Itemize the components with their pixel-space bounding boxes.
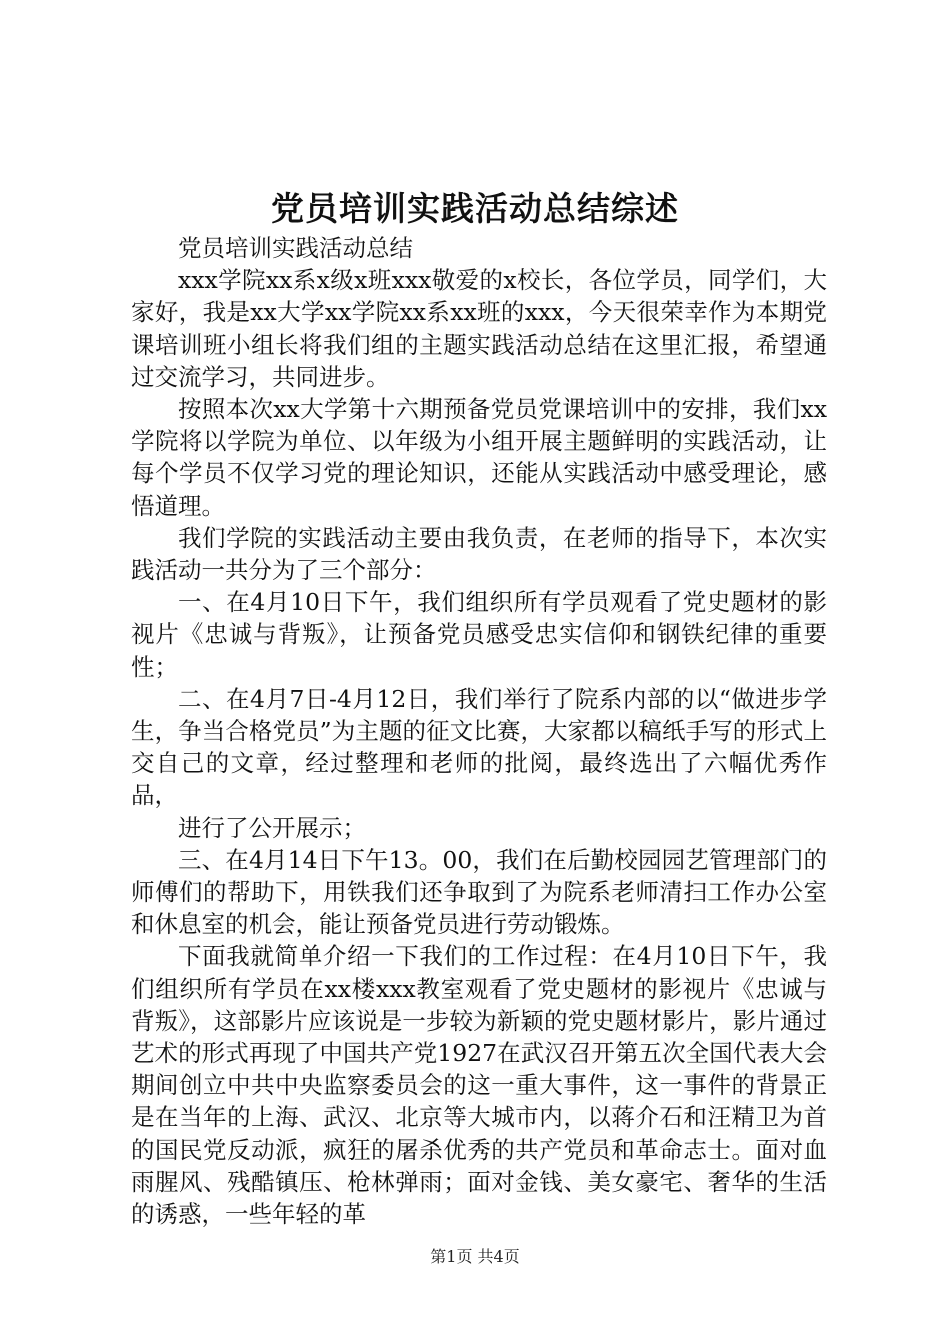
page-number: 第1页 共4页	[430, 1247, 520, 1266]
document-body	[131, 232, 827, 1230]
page-footer	[0, 1245, 950, 1269]
paragraph-subtitle: 党员培训实践活动总结	[178, 234, 413, 262]
paragraph: 二、在4月7日-4月12日，我们举行了院系内部的以“做进步学生，争当合格党员”为主题的征文比赛，大家都以稿纸手写的形式上交自己的文章，经过整理和老师的批阅，最终选出了六幅优秀作品，	[131, 684, 827, 810]
paragraph: 三、在4月14日下午13。00，我们在后勤校园园艺管理部门的师傅们的帮助下，用铁我们还争取到了为院系老师清扫工作办公室和休息室的机会，能让预备党员进行劳动锻炼。	[131, 845, 827, 939]
paragraph: 按照本次xx大学第十六期预备党员党课培训中的安排，我们xx学院将以学院为单位、以年级为小组开展主题鲜明的实践活动，让每个学员不仅学习党的理论知识，还能从实践活动中感受理论，感悟道理。	[131, 395, 827, 520]
paragraph: 下面我就简单介绍一下我们的工作过程：在4月10日下午，我们组织所有学员在xx楼xxx教室观看了党史题材的影视片《忠诚与背叛》，这部影片应该说是一步较为新颖的党史题材影片，影片通过艺术的形式再现了中国共产党1927在武汉召开第五次全国代表大会期间创立中共中央监察委员会的这一重大事件，这一事件的背景正是在当年的上海、武汉、北京等大城市内，以蒋介石和汪精卫为首的国民党反动派，疯狂的屠杀优秀的共产党员和革命志士。面对血雨腥风、残酷镇压、枪林弹雨；面对金钱、美女豪宅、奢华的生活的诱惑，一些年轻的革	[131, 942, 827, 1229]
document-title: 党员培训实践活动总结综述	[271, 189, 679, 228]
paragraph: xxx学院xx系x级x班xxx敬爱的x校长，各位学员，同学们，大家好，我是xx大学xx学院xx系xx班的xxx，今天很荣幸作为本期党课培训班小组长将我们组的主题实践活动总结在这里汇报，希望通过交流学习，共同进步。	[131, 266, 827, 391]
paragraph: 一、在4月10日下午，我们组织所有学员观看了党史题材的影视片《忠诚与背叛》，让预备党员感受忠实信仰和钢铁纪律的重要性；	[131, 588, 827, 681]
paragraph: 我们学院的实践活动主要由我负责，在老师的指导下，本次实践活动一共分为了三个部分：	[131, 523, 827, 585]
paragraph: 进行了公开展示；	[178, 813, 366, 842]
